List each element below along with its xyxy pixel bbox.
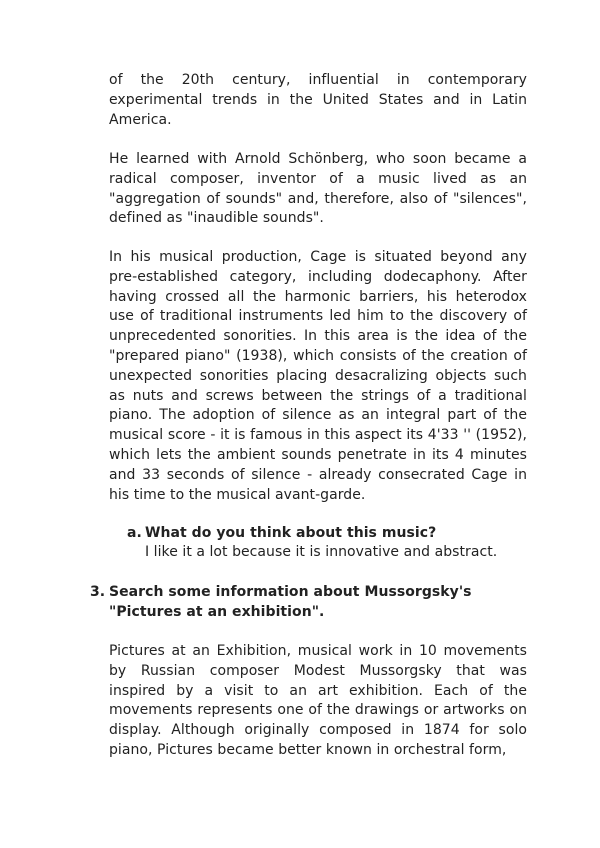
question-3-marker: 3. <box>90 584 106 600</box>
question-3-heading: Search some information about Mussorgsky's "Pictures at an exhibition". <box>109 584 472 620</box>
paragraph-mussorgsky: Pictures at an Exhibition, musical work in 10 movements by Russian composer Modest Mussorgsky that was inspired by a visit to an art exhibition. Each of the movements represents one of the drawings or artworks on display. Although originally composed in 1874 for solo piano, Pictures became better known in orchestral form, <box>109 643 527 758</box>
paragraph-intro-continued: of the 20th century, influential in contemporary experimental trends in the United States and in Latin America. <box>109 72 527 128</box>
paragraph-schonberg: He learned with Arnold Schönberg, who soon became a radical composer, inventor of a music lived as an "aggregation of sounds" and, therefore, also of "silences", defined as "inaudible sounds". <box>109 151 527 227</box>
sub-question-marker: a. <box>127 525 142 541</box>
sub-question-text: What do you think about this music? <box>145 525 437 541</box>
sub-question-answer: I like it a lot because it is innovative and abstract. <box>145 544 498 560</box>
paragraph-cage-production: In his musical production, Cage is situated beyond any pre-established category, including dodecaphony. After having crossed all the harmonic barriers, his heterodox use of traditional instruments led him to the discovery of unprecedented sonorities. In this area is the idea of the "prepared piano" (1938), which consists of the creation of unexpected sonorities placing desacralizing objects such as nuts and screws between the strings of a traditional piano. The adoption of silence as an integral part of the musical score - it is famous in this aspect its 4'33 '' (1952), which lets the ambient sounds penetrate in its 4 minutes and 33 seconds of silence - already consecrated Cage in his time to the musical avant-garde. <box>109 249 527 503</box>
